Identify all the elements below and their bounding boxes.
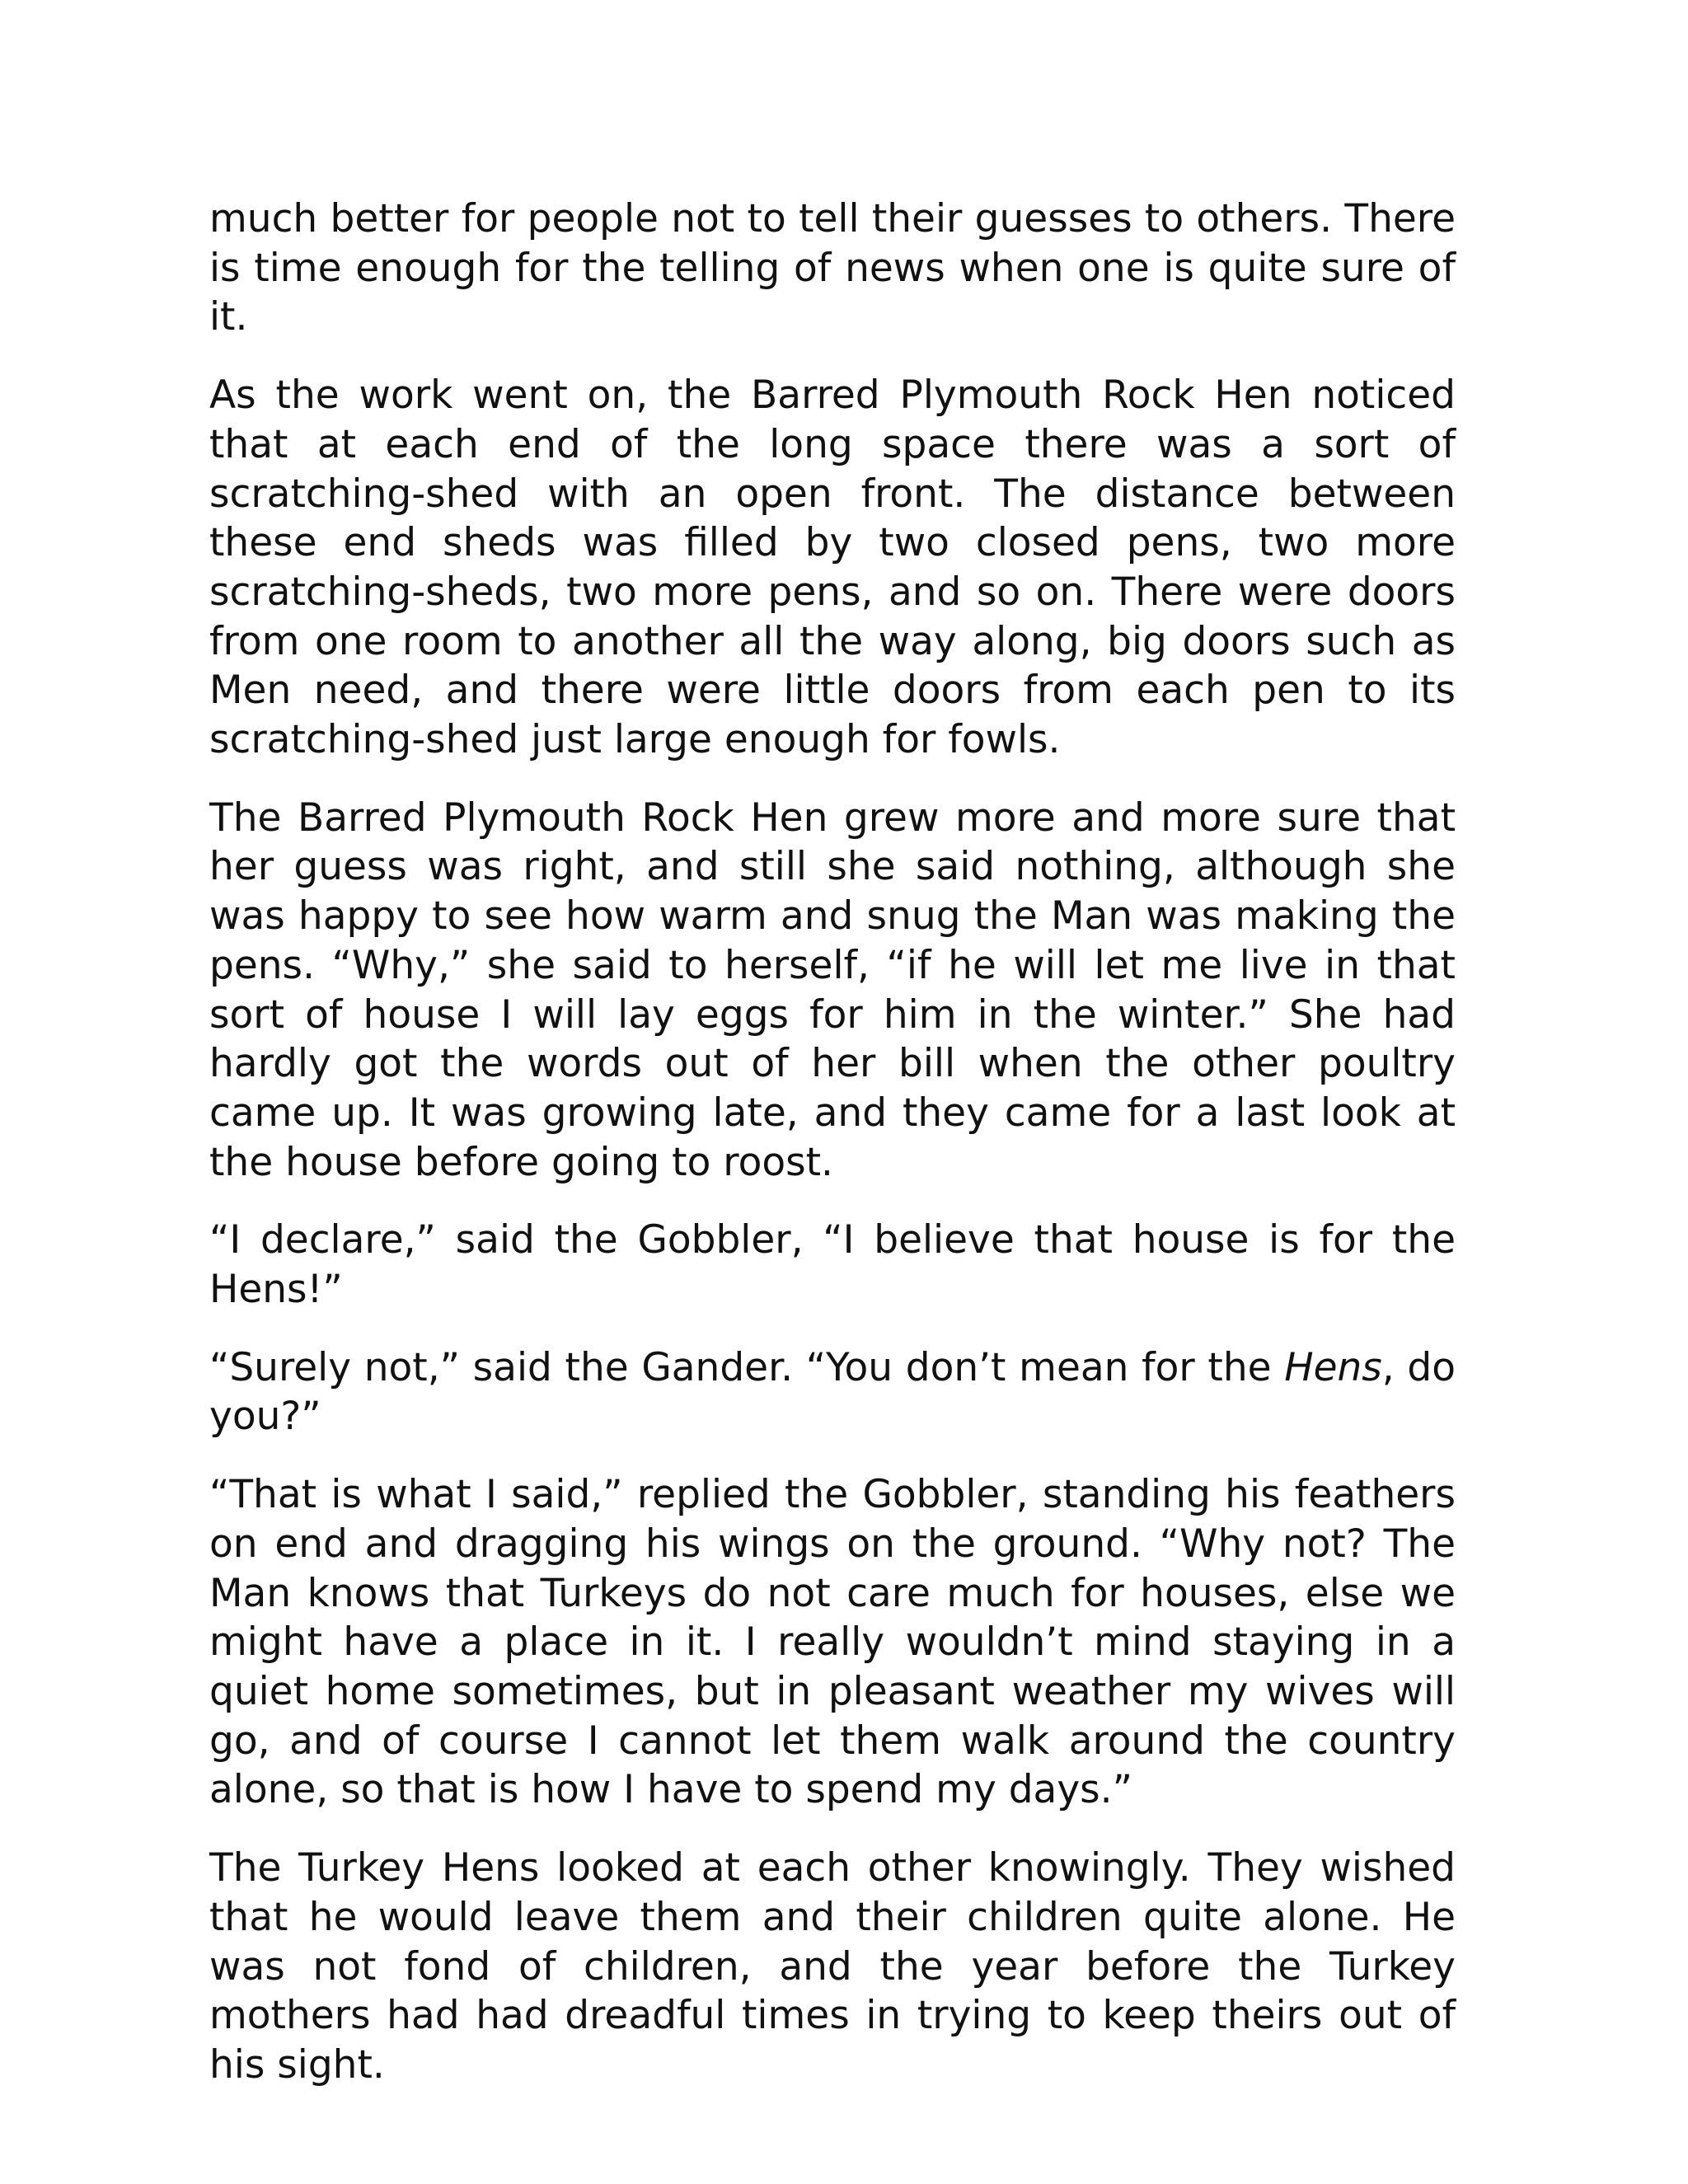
paragraph-text: As the work went on, the Barred Plymouth Rock Hen noticed that at each end of the long space there was a sort of scratching-shed with an open front. The distance between these end sheds was filled by two closed pens, two more scratching-sheds, two more pens, and so on. There were doors from one room to another all the way along, big doors such as Men need, and there were little doors from each pen to its scratching-shed just large enough for fowls.	[209, 373, 1456, 763]
paragraph-text: much better for people not to tell their guesses to others. There is time enough for the telling of news when one is quite sure of it.	[209, 196, 1456, 340]
paragraph-text: “That is what I said,” replied the Gobbler, standing his feathers on end and dragging his wings on the ground. “Why not? The Man knows that Turkeys do not care much for houses, else we might have a place in it. I really wouldn’t mind staying in a quiet home sometimes, but in pleasant weather my wives will go, and of course I cannot let them walk around the country alone, so that is how I have to spend my days.”	[209, 1472, 1456, 1813]
paragraph-4	[209, 1216, 1456, 1314]
paragraph-text: The Barred Plymouth Rock Hen grew more and more sure that her guess was right, and still she said nothing, although she was happy to see how warm and snug the Man was making the pens. “Why,” she said to herself, “if he will let me live in that sort of house I will lay eggs for him in the winter.” She had hardly got the words out of her bill when the other poultry came up. It was growing late, and they came for a last look at the house before going to roost.	[209, 794, 1456, 1185]
page-body	[209, 194, 1456, 2119]
paragraph-7	[209, 1844, 1456, 2090]
paragraph-6	[209, 1470, 1456, 1815]
paragraph-text: , do you?”	[209, 1344, 1456, 1440]
paragraph-text: The Turkey Hens looked at each other knowingly. They wished that he would leave them and their children quite alone. He was not fond of children, and the year before the Turkey mothers had had dreadful times in trying to keep theirs out of his sight.	[209, 1845, 1456, 2088]
paragraph-3	[209, 794, 1456, 1188]
paragraph-text: “I declare,” said the Gobbler, “I believe that house is for the Hens!”	[209, 1217, 1456, 1313]
paragraph-5	[209, 1343, 1456, 1441]
paragraph-1	[209, 194, 1456, 342]
paragraph-2	[209, 371, 1456, 765]
emphasized-word: Hens	[1284, 1344, 1382, 1390]
paragraph-text: “Surely not,” said the Gander. “You don’t mean for the	[209, 1344, 1285, 1390]
